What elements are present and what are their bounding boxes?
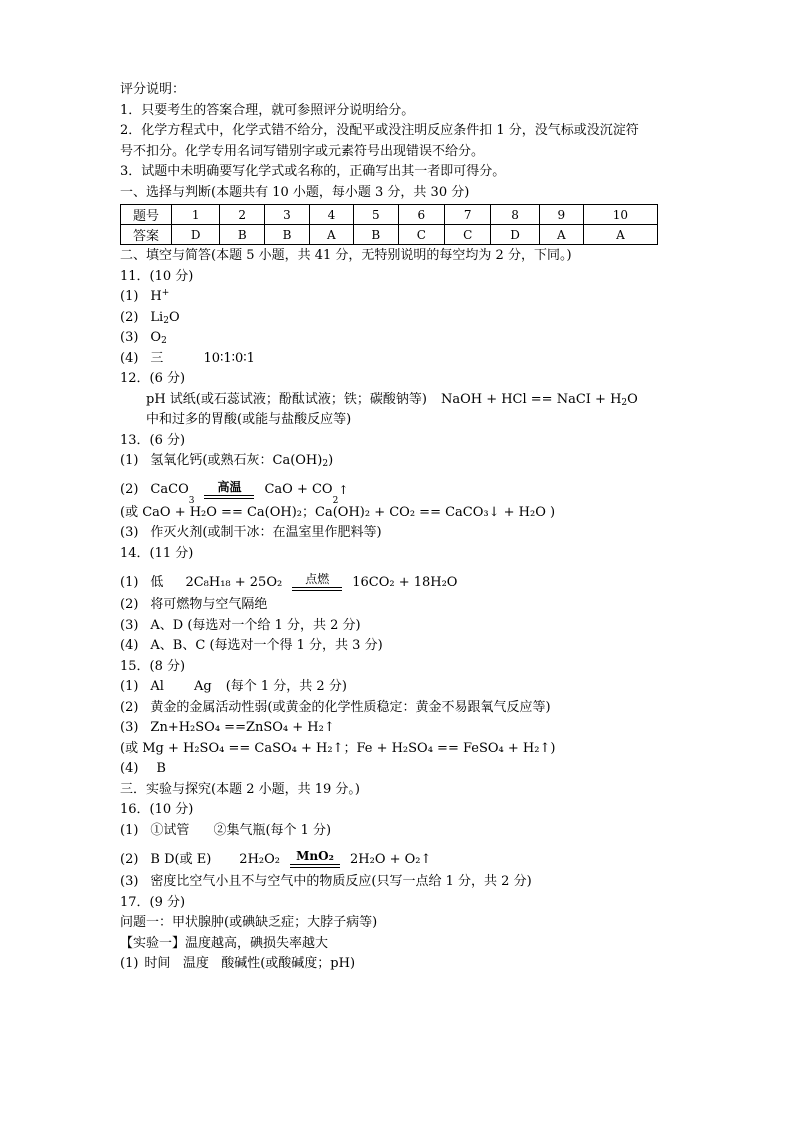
table-cell: 5 <box>353 205 398 225</box>
q11-head: 11．(10 分) <box>120 268 194 284</box>
reaction-condition: 高温 <box>204 481 254 499</box>
q12-answer-2: 中和过多的胃酸(或能与盐酸反应等) <box>146 412 352 427</box>
table-cell: 7 <box>445 205 491 225</box>
q11-answer-3: (3) $O_2$ <box>120 330 167 346</box>
table-row <box>121 205 658 225</box>
q12-answer-1: pH 试纸(或石蕊试液；酚酞试液；铁；碳酸钠等) NaOH + HCl == NaCI + $H_2O$ <box>146 391 638 408</box>
table-cell: B <box>353 225 398 245</box>
table-cell: 3 <box>265 205 310 225</box>
scoring-heading: 评分说明： <box>120 82 186 97</box>
q17-head: 17．(9 分) <box>120 894 186 910</box>
table-cell: A <box>539 225 583 245</box>
table-cell: 4 <box>309 205 353 225</box>
section-1-title: 一、选择与判断(本题共有 10 小题，每小题 3 分，共 30 分) <box>120 184 470 200</box>
q15-answer-1: (1) Al Ag (每个 1 分，共 2 分) <box>120 679 347 694</box>
table-cell: B <box>265 225 310 245</box>
reaction-condition: MnO₂ <box>290 850 340 868</box>
q14-answer-2: (2) 将可燃物与空气隔绝 <box>120 597 268 612</box>
q16-answer-3: (3) 密度比空气小且不与空气中的物质反应(只写一点给 1 分，共 2 分) <box>120 874 532 889</box>
table-cell: D <box>172 225 220 245</box>
q13-answer-2: (2) CaCO 3 高温 CaO + CO 2 ↑ <box>120 479 349 506</box>
q16-answer-2: (2) B D(或 E) 2H₂O₂ MnO₂ 2H₂O + O₂↑ <box>120 849 432 867</box>
section-2-title: 二、填空与简答(本题 5 小题，共 41 分，无特别说明的每空均为 2 分，下同。) <box>120 248 572 263</box>
q14-answer-1: (1) 低 2C₈H₁₈ + 25O₂ 点燃 16CO₂ + 18H₂O <box>120 572 458 590</box>
q14-answer-3: (3) A、D (每选对一个给 1 分，共 2 分) <box>120 617 361 633</box>
table-cell: 1 <box>172 205 220 225</box>
rule-2-cont: 号不扣分。化学专用名词写错别字或元素符号出现错误不给分。 <box>120 143 485 159</box>
q13-answer-3: (3) 作灭火剂(或制干冰：在温室里作肥料等) <box>120 525 382 540</box>
table-cell: 2 <box>220 205 265 225</box>
q17-problem-1: 问题一：甲状腺肿(或碘缺乏症；大脖子病等) <box>120 915 378 930</box>
q11-answer-2: (2) $Li_2O$ <box>120 309 180 326</box>
gas-arrow-icon: ↑ <box>338 483 349 497</box>
q14-answer-4: (4) A、B、C (每选对一个得 1 分，共 3 分) <box>120 638 383 653</box>
q15-alt: (或 Mg + H₂SO₄ == CaSO₄ + H₂↑；Fe + H₂SO₄ == FeSO₄ + H₂↑) <box>120 740 556 756</box>
q16-answer-1: (1) ①试管 ②集气瓶(每个 1 分) <box>120 822 332 838</box>
section-3-title: 三．实验与探究(本题 2 小题，共 19 分。) <box>120 781 360 797</box>
table-cell: 9 <box>539 205 583 225</box>
q15-head: 15．(8 分) <box>120 658 186 674</box>
rule-2: 2．化学方程式中，化学式错不给分，没配平或没注明反应条件扣 1 分，没气标或没沉淀符 <box>120 123 639 138</box>
q13-answer-1: (1) 氢氧化钙(或熟石灰：$Ca(OH)_2$) <box>120 453 334 469</box>
q11-answer-4: (4) 三 10∶1∶0∶1 <box>120 350 255 366</box>
table-cell: 10 <box>583 205 657 225</box>
q15-answer-4: (4) B <box>120 761 166 776</box>
q17-experiment-1: 【实验一】温度越高，碘损失率越大 <box>120 935 329 951</box>
table-cell: C <box>445 225 491 245</box>
q14-head: 14．(11 分) <box>120 545 194 561</box>
table-head-answer: 答案 <box>121 225 172 245</box>
rule-1: 1．只要考生的答案合理，就可参照评分说明给分。 <box>120 102 415 118</box>
table-cell: C <box>398 225 444 245</box>
reaction-condition: 点燃 <box>292 573 342 591</box>
q17-answer-1: (1) 时间 温度 酸碱性(或酸碱度；pH) <box>120 956 356 971</box>
q15-answer-2: (2) 黄金的金属活动性弱(或黄金的化学性质稳定：黄金不易跟氧气反应等) <box>120 699 551 715</box>
answer-table <box>120 204 658 245</box>
q15-answer-3: (3) Zn+H₂SO₄ ==ZnSO₄ + H₂↑ <box>120 720 335 735</box>
rule-3: 3．试题中未明确要写化学式或名称的，正确写出其一者即可得分。 <box>120 164 506 179</box>
table-row <box>121 225 658 245</box>
table-cell: A <box>583 225 657 245</box>
q16-head: 16．(10 分) <box>120 802 194 817</box>
table-cell: D <box>491 225 539 245</box>
table-cell: 8 <box>491 205 539 225</box>
q11-answer-1: (1) H+ <box>120 288 170 304</box>
table-cell: 6 <box>398 205 444 225</box>
answer-key-page <box>120 80 680 975</box>
q13-alt: (或 CaO + H₂O == Ca(OH)₂；Ca(OH)₂ + CO₂ == CaCO₃↓ + H₂O ) <box>120 504 556 520</box>
q12-head: 12．(6 分) <box>120 371 186 386</box>
q13-head: 13．(6 分) <box>120 432 186 448</box>
table-head-number: 题号 <box>121 205 172 225</box>
table-cell: B <box>220 225 265 245</box>
table-cell: A <box>309 225 353 245</box>
